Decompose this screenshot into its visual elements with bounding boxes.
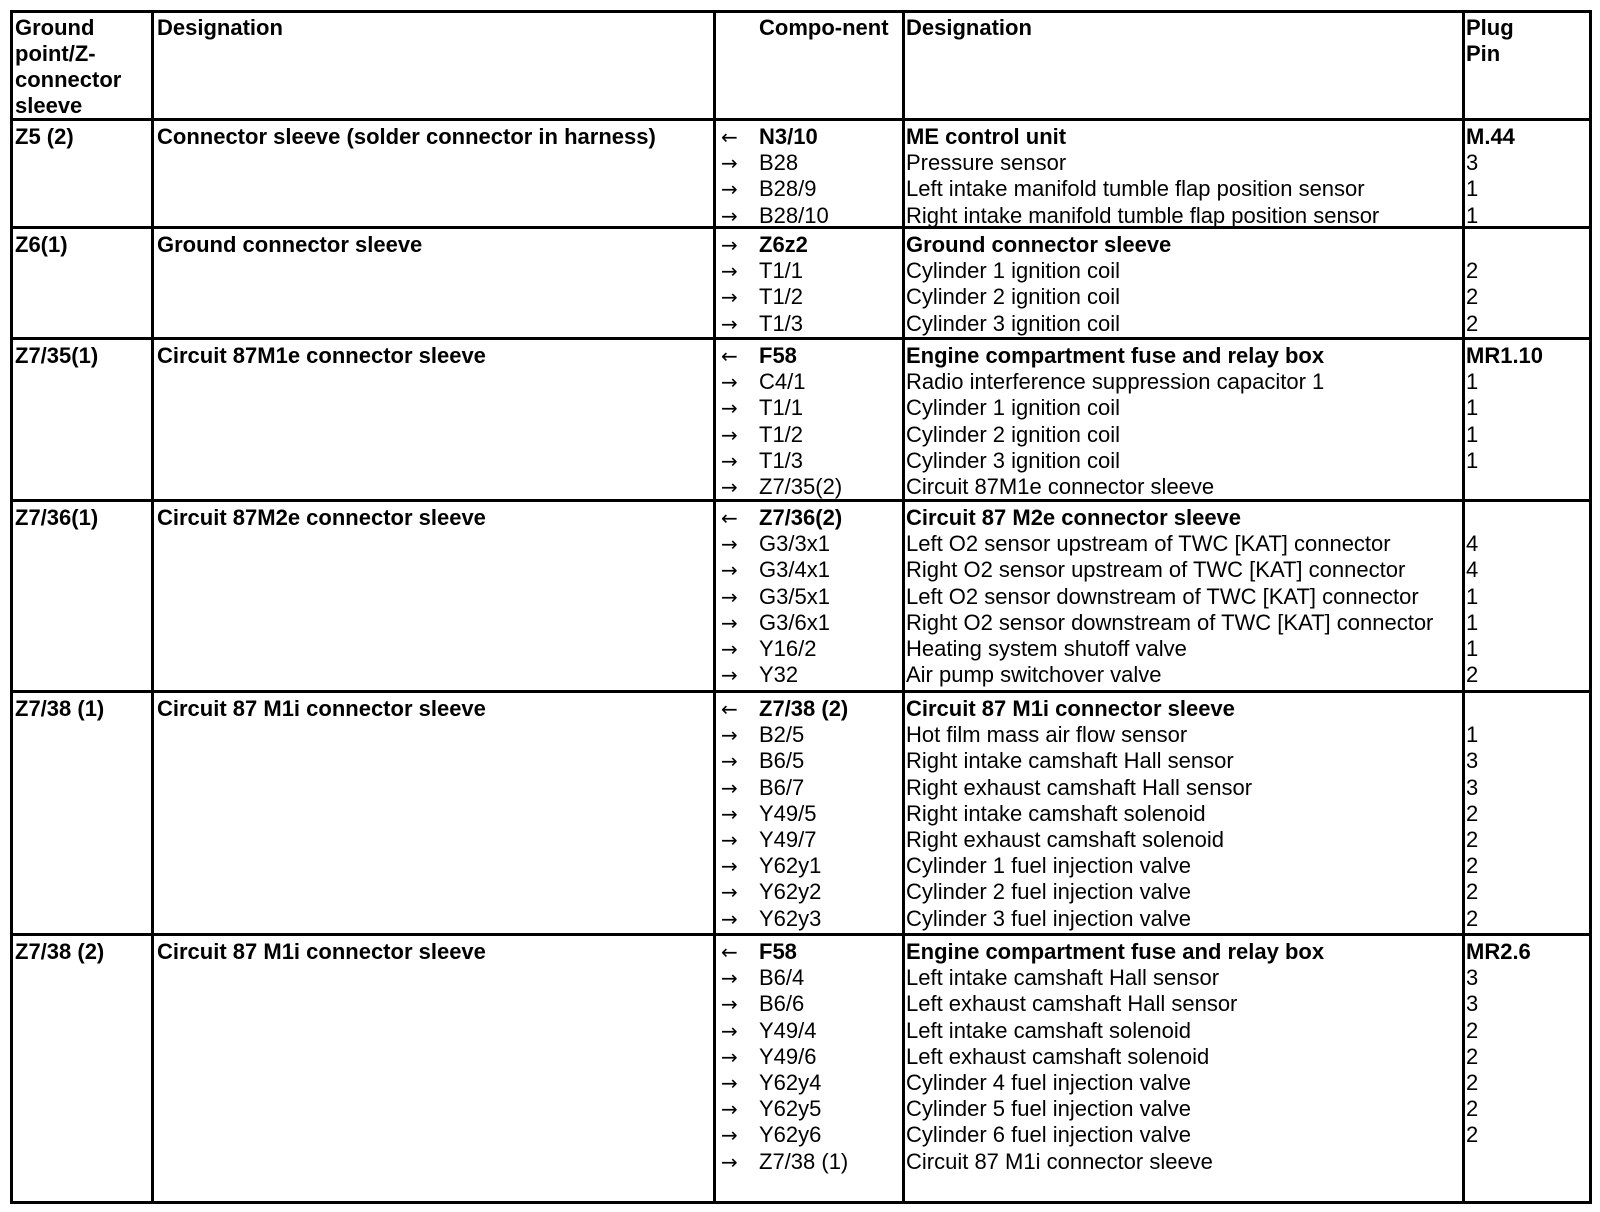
row-divider (13, 337, 1589, 340)
header-designation: Designation (157, 15, 283, 40)
component-code: B6/5 (759, 748, 805, 774)
arrow-right-icon: → (721, 1097, 738, 1122)
component-designation: Left intake camshaft solenoid (906, 1017, 1191, 1043)
arrow-right-icon: → (721, 828, 738, 852)
component-code: Y49/7 (759, 827, 817, 852)
component-designation: Circuit 87M1e connector sleeve (906, 474, 1215, 499)
arrow-left-icon: ← (721, 697, 738, 721)
plug-pin: MR1.10 (1466, 343, 1544, 368)
component-designation: Pressure sensor (906, 150, 1067, 176)
row-divider (13, 933, 1589, 936)
component-code: B6/4 (759, 965, 805, 991)
plug-pin: 2 (1466, 662, 1479, 688)
component-code: Y49/5 (759, 800, 817, 826)
column-divider (713, 13, 716, 1201)
header-ground-point: Ground point/Z-connector sleeve (15, 15, 122, 118)
arrow-right-icon: → (721, 1044, 738, 1069)
component-code: C4/1 (759, 369, 806, 395)
ground-point-id: Z7/38 (2) (15, 939, 105, 964)
component-code: T1/2 (759, 284, 804, 310)
arrow-right-icon: → (721, 370, 738, 395)
plug-pin: 2 (1466, 1043, 1479, 1069)
plug-pin: 2 (1466, 284, 1479, 310)
arrow-right-icon: → (721, 311, 738, 336)
row-divider (13, 690, 1589, 693)
plug-pin: 1 (1466, 395, 1479, 421)
component-designation: Cylinder 1 ignition coil (906, 395, 1120, 421)
component-designation: Engine compartment fuse and relay box (906, 939, 1325, 964)
component-code: G3/5x1 (759, 583, 830, 609)
component-designation: Radio interference suppression capacitor 1 (906, 369, 1325, 395)
component-code: Y32 (759, 662, 799, 688)
component-designation: Heating system shutoff valve (906, 636, 1187, 661)
plug-pin: 1 (1466, 447, 1479, 473)
arrow-right-icon: → (721, 723, 738, 748)
arrow-left-icon: ← (721, 506, 738, 530)
component-code: B2/5 (759, 722, 805, 748)
arrow-right-icon: → (721, 151, 738, 176)
component-code: Z6z2 (759, 232, 808, 257)
plug-pin: M.44 (1466, 124, 1515, 149)
component-code: Y62y3 (759, 905, 822, 931)
plug-pin: 2 (1466, 853, 1479, 879)
arrow-right-icon: → (721, 637, 738, 661)
component-designation: Cylinder 3 ignition coil (906, 447, 1120, 473)
component-code: Y49/4 (759, 1017, 817, 1043)
component-designation: Left exhaust camshaft Hall sensor (906, 991, 1238, 1017)
plug-pin: 1 (1466, 609, 1479, 635)
component-designation: Circuit 87 M1i connector sleeve (906, 1148, 1213, 1174)
plug-pin: 2 (1466, 800, 1479, 826)
arrow-right-icon: → (721, 880, 738, 905)
arrow-right-icon: → (721, 775, 738, 800)
plug-pin: 2 (1466, 1017, 1479, 1043)
arrow-right-icon: → (721, 1018, 738, 1043)
component-designation: Cylinder 1 fuel injection valve (906, 853, 1191, 879)
component-designation: Cylinder 2 ignition coil (906, 421, 1120, 447)
component-code: B6/6 (759, 991, 805, 1017)
arrow-right-icon: → (721, 966, 738, 991)
arrow-right-icon: → (721, 259, 738, 284)
arrow-right-icon: → (721, 584, 738, 609)
component-designation: Cylinder 2 fuel injection valve (906, 879, 1191, 905)
component-code: Z7/38 (1) (759, 1148, 849, 1174)
component-designation: Right intake camshaft solenoid (906, 800, 1206, 826)
header-designation-2: Designation (906, 15, 1032, 40)
group-designation: Circuit 87 M1i connector sleeve (157, 939, 486, 964)
component-designation: Cylinder 5 fuel injection valve (906, 1096, 1191, 1122)
component-code: Z7/36(2) (759, 505, 843, 530)
component-designation: Circuit 87 M2e connector sleeve (906, 505, 1242, 530)
arrow-right-icon: → (721, 396, 738, 421)
component-designation: Left intake manifold tumble flap position sensor (906, 176, 1365, 202)
component-code: B28/10 (759, 202, 829, 228)
plug-pin: 2 (1466, 827, 1479, 852)
component-designation: Left exhaust camshaft solenoid (906, 1043, 1210, 1069)
header-component: Compo-nent (759, 15, 889, 40)
arrow-right-icon: → (721, 992, 738, 1017)
arrow-right-icon: → (721, 1071, 738, 1095)
arrow-right-icon: → (721, 801, 738, 826)
component-designation: Engine compartment fuse and relay box (906, 343, 1325, 368)
arrow-right-icon: → (721, 177, 738, 202)
component-code: T1/3 (759, 310, 804, 336)
component-designation: Cylinder 3 ignition coil (906, 310, 1120, 336)
plug-pin: 1 (1466, 583, 1479, 609)
arrow-right-icon: → (721, 1149, 738, 1174)
arrow-right-icon: → (721, 422, 738, 447)
component-code: B28 (759, 150, 799, 176)
component-designation: Cylinder 2 ignition coil (906, 284, 1120, 310)
plug-pin: 2 (1466, 879, 1479, 905)
component-code: G3/3x1 (759, 531, 830, 557)
component-code: B6/7 (759, 774, 805, 800)
arrow-right-icon: → (721, 854, 738, 879)
component-designation: Air pump switchover valve (906, 662, 1162, 688)
component-code: T1/3 (759, 447, 804, 473)
component-code: Y62y4 (759, 1070, 822, 1095)
component-designation: Right exhaust camshaft solenoid (906, 827, 1224, 852)
column-divider (902, 13, 905, 1201)
plug-pin: 2 (1466, 905, 1479, 931)
arrow-right-icon: → (721, 532, 738, 557)
plug-pin: 2 (1466, 310, 1479, 336)
component-designation: Right O2 sensor upstream of TWC [KAT] connector (906, 557, 1406, 583)
component-code: G3/6x1 (759, 609, 830, 635)
group-designation: Circuit 87M2e connector sleeve (157, 505, 486, 530)
component-code: Z7/38 (2) (759, 696, 849, 721)
column-divider (151, 13, 154, 1201)
component-designation: Right intake manifold tumble flap position sensor (906, 202, 1380, 228)
component-code: Y62y2 (759, 879, 822, 905)
component-code: T1/1 (759, 395, 804, 421)
connector-table (10, 10, 1592, 1204)
ground-point-id: Z7/36(1) (15, 505, 99, 530)
arrow-right-icon: → (721, 233, 738, 257)
arrow-left-icon: ← (721, 344, 738, 368)
ground-point-id: Z6(1) (15, 232, 68, 257)
component-designation: Right intake camshaft Hall sensor (906, 748, 1234, 774)
component-code: Y62y5 (759, 1096, 822, 1122)
component-code: Y62y6 (759, 1122, 822, 1148)
component-designation: Hot film mass air flow sensor (906, 722, 1188, 748)
ground-point-id: Z7/38 (1) (15, 696, 105, 721)
header-plug-pin: Plug Pin (1466, 15, 1514, 66)
group-designation: Circuit 87 M1i connector sleeve (157, 696, 486, 721)
arrow-right-icon: → (721, 610, 738, 635)
arrow-right-icon: → (721, 475, 738, 499)
plug-pin: MR2.6 (1466, 939, 1531, 964)
plug-pin: 1 (1466, 421, 1479, 447)
component-code: F58 (759, 939, 797, 964)
plug-pin: 1 (1466, 636, 1479, 661)
component-designation: ME control unit (906, 124, 1067, 149)
plug-pin: 2 (1466, 1122, 1479, 1148)
plug-pin: 3 (1466, 774, 1479, 800)
component-code: Y49/6 (759, 1043, 817, 1069)
plug-pin: 2 (1466, 1070, 1479, 1095)
arrow-right-icon: → (721, 285, 738, 310)
plug-pin: 2 (1466, 258, 1479, 284)
component-code: N3/10 (759, 124, 818, 149)
component-code: F58 (759, 343, 797, 368)
component-code: Y16/2 (759, 636, 817, 661)
plug-pin: 1 (1466, 369, 1479, 395)
component-designation: Cylinder 3 fuel injection valve (906, 905, 1191, 931)
plug-pin: 3 (1466, 748, 1479, 774)
component-designation: Ground connector sleeve (906, 232, 1172, 257)
component-designation: Cylinder 1 ignition coil (906, 258, 1120, 284)
component-designation: Left O2 sensor upstream of TWC [KAT] connector (906, 531, 1391, 557)
ground-point-id: Z7/35(1) (15, 343, 99, 368)
component-designation: Cylinder 4 fuel injection valve (906, 1070, 1191, 1095)
plug-pin: 3 (1466, 991, 1479, 1017)
component-code: Z7/35(2) (759, 474, 843, 499)
component-designation: Right exhaust camshaft Hall sensor (906, 774, 1253, 800)
component-designation: Left intake camshaft Hall sensor (906, 965, 1220, 991)
column-divider (1462, 13, 1465, 1201)
group-designation: Ground connector sleeve (157, 232, 423, 257)
component-code: Y62y1 (759, 853, 822, 879)
arrow-right-icon: → (721, 558, 738, 583)
component-designation: Left O2 sensor downstream of TWC [KAT] connector (906, 583, 1419, 609)
plug-pin: 4 (1466, 531, 1479, 557)
plug-pin: 3 (1466, 150, 1479, 176)
component-code: T1/1 (759, 258, 804, 284)
arrow-right-icon: → (721, 663, 738, 688)
arrow-right-icon: → (721, 906, 738, 931)
group-designation: Connector sleeve (solder connector in harness) (157, 124, 656, 149)
ground-point-id: Z5 (2) (15, 124, 74, 149)
plug-pin: 1 (1466, 722, 1479, 748)
plug-pin: 1 (1466, 202, 1479, 228)
component-code: G3/4x1 (759, 557, 830, 583)
plug-pin: 1 (1466, 176, 1479, 202)
arrow-left-icon: ← (721, 940, 738, 964)
row-divider (13, 118, 1589, 121)
arrow-right-icon: → (721, 1123, 738, 1148)
arrow-right-icon: → (721, 448, 738, 473)
group-designation: Circuit 87M1e connector sleeve (157, 343, 486, 368)
arrow-left-icon: ← (721, 125, 738, 149)
arrow-right-icon: → (721, 749, 738, 774)
component-designation: Cylinder 6 fuel injection valve (906, 1122, 1191, 1148)
arrow-right-icon: → (721, 203, 738, 228)
plug-pin: 2 (1466, 1096, 1479, 1122)
plug-pin: 3 (1466, 965, 1479, 991)
plug-pin: 4 (1466, 557, 1479, 583)
component-designation: Right O2 sensor downstream of TWC [KAT] connector (906, 609, 1434, 635)
component-code: B28/9 (759, 176, 817, 202)
component-designation: Circuit 87 M1i connector sleeve (906, 696, 1235, 721)
component-code: T1/2 (759, 421, 804, 447)
